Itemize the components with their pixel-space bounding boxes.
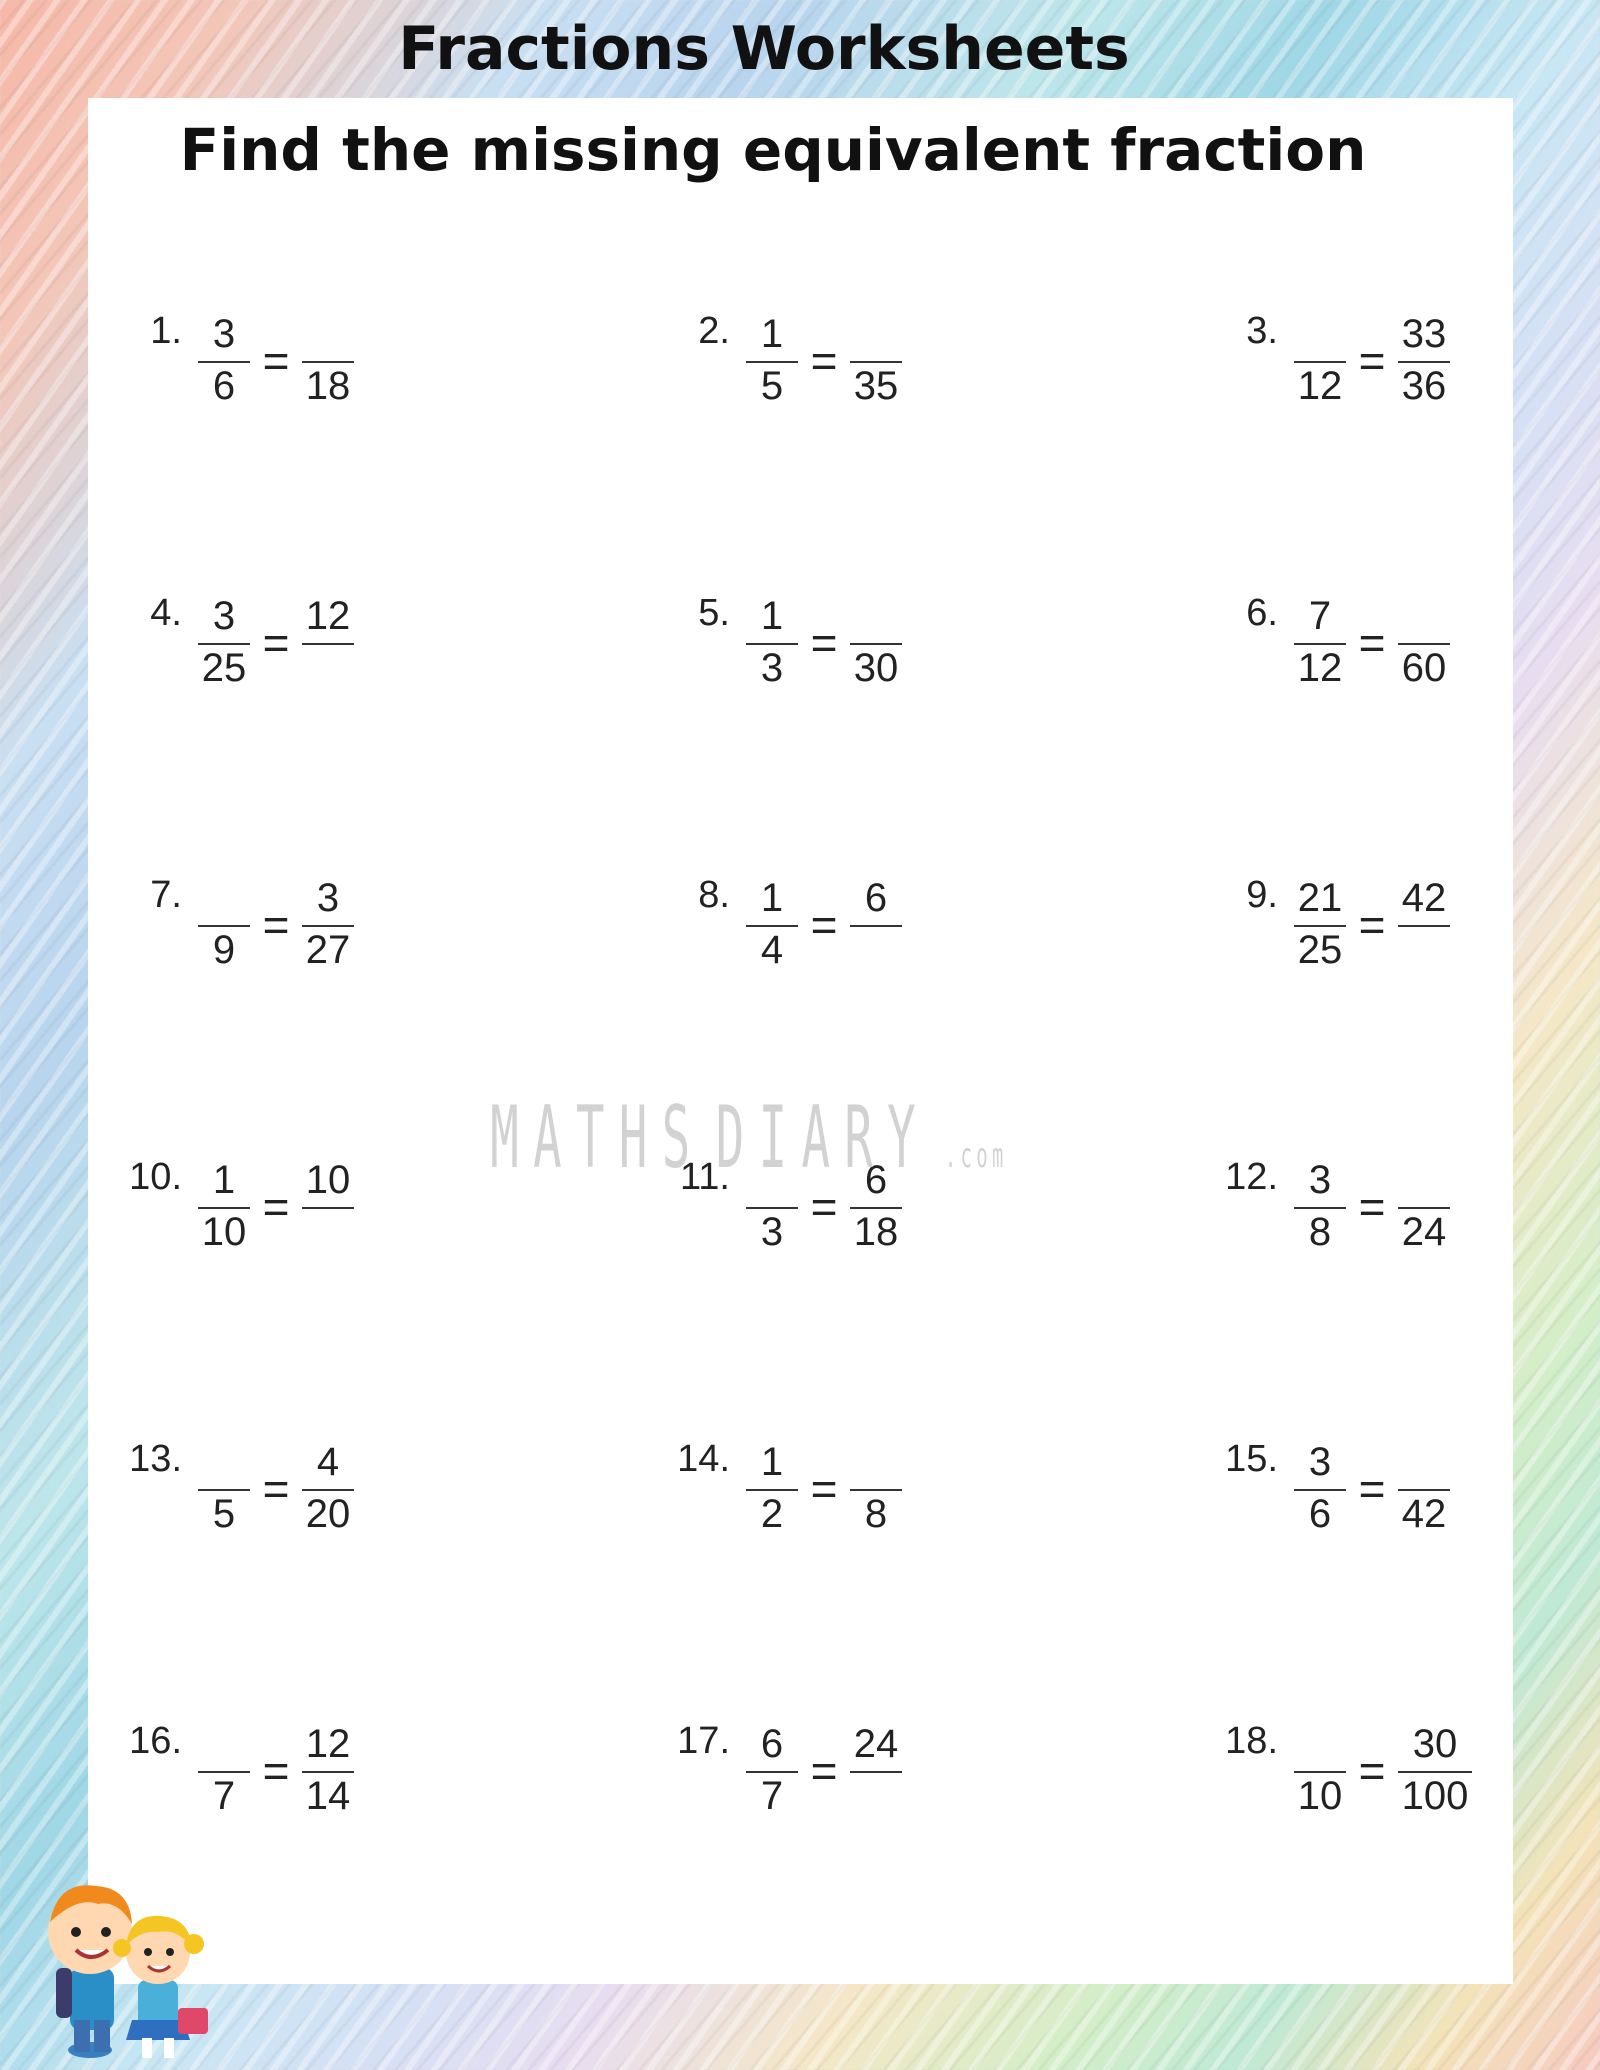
equals-sign: = [1358,899,1386,951]
left-fraction [1294,872,1346,972]
left-denominator: 2 [760,1492,784,1536]
watermark-letter: Y [887,1088,916,1188]
worksheet-instruction: Find the missing equivalent fraction [179,116,1367,184]
fraction-bar [1398,643,1450,645]
watermark-letter: S [661,1088,691,1188]
fraction-bar [746,1207,798,1209]
right-denominator: 30 [853,646,899,690]
fraction-bar [1294,1771,1346,1773]
right-denominator: 18 [853,1210,899,1254]
fraction-bar [746,1771,798,1773]
fraction-bar [1398,1771,1472,1773]
problem-item [118,308,538,418]
problem-item [666,1718,1086,1828]
problem-item [118,872,538,982]
right-numerator [1398,1158,1450,1202]
right-denominator [850,928,902,972]
problem-number: 4. [150,592,182,634]
problem-item [118,1718,538,1828]
problem-number: 6. [1246,592,1278,634]
right-denominator [302,1210,354,1254]
problem-item [666,872,1086,982]
problem-number: 17. [677,1720,730,1762]
fraction-bar [850,643,902,645]
watermark-letter: R [844,1088,873,1188]
right-denominator: 27 [305,928,351,972]
left-numerator: 3 [1308,1158,1332,1202]
fraction-bar [302,1489,354,1491]
right-fraction [850,590,902,690]
problem-item [666,1436,1086,1546]
problem-item [1214,308,1600,418]
problem-number: 10. [129,1156,182,1198]
right-denominator [302,646,354,690]
fraction-bar [1294,643,1346,645]
right-denominator [850,1774,902,1818]
school-kids-illustration-icon [18,1840,243,2065]
watermark-letter: T [576,1088,605,1188]
right-numerator: 12 [305,594,351,638]
problem-number: 14. [677,1438,730,1480]
equals-sign: = [810,899,838,951]
left-denominator: 10 [201,1210,247,1254]
fraction-bar [1294,1489,1346,1491]
right-fraction [1398,1154,1450,1254]
left-numerator [198,876,250,920]
right-fraction [1398,1718,1472,1818]
fraction-bar [302,925,354,927]
left-numerator: 6 [760,1722,784,1766]
fraction-bar [850,361,902,363]
left-fraction [198,590,250,690]
fraction-bar [746,1489,798,1491]
problem-item [118,1154,538,1264]
right-numerator: 3 [316,876,340,920]
right-denominator: 14 [305,1774,351,1818]
right-fraction [302,872,354,972]
worksheet-panel [88,98,1513,1984]
problem-number: 13. [129,1438,182,1480]
right-numerator [1398,1440,1450,1484]
fraction-bar [1294,925,1346,927]
problem-item [118,590,538,700]
left-numerator: 3 [212,312,236,356]
fraction-bar [850,1207,902,1209]
left-numerator: 7 [1308,594,1332,638]
right-fraction [302,308,354,408]
fraction-bar [302,1771,354,1773]
left-denominator: 3 [760,1210,784,1254]
fraction-bar [1294,361,1346,363]
watermark-letter: A [801,1088,830,1188]
left-numerator [1294,312,1346,356]
right-fraction [302,590,354,690]
equals-sign: = [262,617,290,669]
boy-backpack [56,1968,72,2018]
problem-item [1214,1436,1600,1546]
fraction-bar [1294,1207,1346,1209]
right-fraction [1398,308,1450,408]
problem-item [1214,872,1600,982]
right-numerator: 30 [1412,1722,1458,1766]
left-numerator: 3 [212,594,236,638]
left-fraction [746,1436,798,1536]
problem-number: 15. [1225,1438,1278,1480]
right-numerator [850,1440,902,1484]
left-denominator: 9 [212,928,236,972]
left-fraction [746,872,798,972]
equals-sign: = [810,617,838,669]
right-fraction [302,1718,354,1818]
problem-number: 7. [150,874,182,916]
left-numerator [198,1722,250,1766]
right-denominator: 18 [305,364,351,408]
left-numerator: 1 [760,312,784,356]
right-numerator [850,312,902,356]
problem-number: 5. [698,592,730,634]
right-denominator: 60 [1401,646,1447,690]
right-fraction [1398,872,1450,972]
problem-item [1214,1154,1600,1264]
right-numerator: 6 [864,876,888,920]
right-denominator: 24 [1401,1210,1447,1254]
problem-number: 8. [698,874,730,916]
left-fraction [198,1718,250,1818]
problem-number: 3. [1246,310,1278,352]
left-denominator: 12 [1297,646,1343,690]
equals-sign: = [1358,1463,1386,1515]
right-denominator: 100 [1401,1774,1469,1818]
problem-number: 1. [150,310,182,352]
equals-sign: = [810,1745,838,1797]
equals-sign: = [262,1181,290,1233]
left-denominator: 25 [201,646,247,690]
left-numerator: 1 [760,1440,784,1484]
fraction-bar [850,1489,902,1491]
fraction-bar [1398,1207,1450,1209]
right-fraction [850,872,902,972]
equals-sign: = [1358,1181,1386,1233]
equals-sign: = [262,899,290,951]
left-numerator: 1 [760,876,784,920]
problem-number: 12. [1225,1156,1278,1198]
right-numerator: 10 [305,1158,351,1202]
left-fraction [746,308,798,408]
left-denominator: 10 [1297,1774,1343,1818]
problem-item [118,1436,538,1546]
fraction-bar [746,925,798,927]
right-denominator: 42 [1401,1492,1447,1536]
watermark-letter: I [758,1088,788,1188]
equals-sign: = [262,1463,290,1515]
right-denominator: 20 [305,1492,351,1536]
left-fraction [1294,1436,1346,1536]
right-denominator: 35 [853,364,899,408]
watermark-letter: M [490,1088,519,1188]
equals-sign: = [1358,1745,1386,1797]
right-numerator [1398,594,1450,638]
right-denominator [1398,928,1450,972]
problem-number: 16. [129,1720,182,1762]
equals-sign: = [1358,335,1386,387]
equals-sign: = [810,1181,838,1233]
equals-sign: = [1358,617,1386,669]
equals-sign: = [810,1463,838,1515]
fraction-bar [1398,925,1450,927]
fraction-bar [302,361,354,363]
fraction-bar [746,643,798,645]
left-numerator: 21 [1297,876,1343,920]
left-denominator: 25 [1297,928,1343,972]
watermark-suffix: .com [945,1136,1008,1176]
left-denominator: 6 [1308,1492,1332,1536]
worksheet-title: Fractions Worksheets [398,14,1130,84]
right-fraction [850,1718,902,1818]
right-numerator: 33 [1401,312,1447,356]
fraction-bar [302,643,354,645]
problem-item [666,308,1086,418]
left-numerator: 1 [212,1158,236,1202]
left-denominator: 3 [760,646,784,690]
watermark-letter: A [533,1088,562,1188]
watermark-letters [483,1088,923,1188]
fraction-bar [198,1207,250,1209]
right-numerator: 42 [1401,876,1447,920]
left-fraction [198,1154,250,1254]
right-fraction [850,1436,902,1536]
right-numerator: 12 [305,1722,351,1766]
right-numerator: 4 [316,1440,340,1484]
fraction-bar [850,1771,902,1773]
right-fraction [302,1436,354,1536]
right-fraction [850,308,902,408]
right-numerator: 24 [853,1722,899,1766]
fraction-bar [850,925,902,927]
problem-number: 18. [1225,1720,1278,1762]
problem-number: 9. [1246,874,1278,916]
equals-sign: = [262,1745,290,1797]
left-denominator: 4 [760,928,784,972]
fraction-bar [746,361,798,363]
left-fraction [1294,1154,1346,1254]
left-denominator: 12 [1297,364,1343,408]
right-fraction [1398,1436,1450,1536]
right-fraction [302,1154,354,1254]
left-denominator: 5 [760,364,784,408]
problem-item [666,590,1086,700]
left-numerator: 3 [1308,1440,1332,1484]
fraction-bar [198,1771,250,1773]
right-denominator: 8 [864,1492,888,1536]
left-denominator: 7 [212,1774,236,1818]
left-denominator: 7 [760,1774,784,1818]
watermark [483,1088,1008,1188]
fraction-bar [1398,361,1450,363]
left-fraction [198,1436,250,1536]
watermark-letter: H [618,1088,648,1188]
right-numerator [850,594,902,638]
right-numerator [302,312,354,356]
fraction-bar [1398,1489,1450,1491]
left-fraction [198,308,250,408]
equals-sign: = [810,335,838,387]
right-fraction [1398,590,1450,690]
left-numerator [1294,1722,1346,1766]
left-denominator: 8 [1308,1210,1332,1254]
left-numerator: 1 [760,594,784,638]
left-fraction [746,1718,798,1818]
right-numerator: 6 [864,1158,888,1202]
problem-number: 11. [679,1156,730,1198]
watermark-letter: D [715,1088,745,1188]
left-denominator: 6 [212,364,236,408]
left-fraction [1294,590,1346,690]
left-denominator: 5 [212,1492,236,1536]
left-fraction [198,872,250,972]
left-fraction [1294,308,1346,408]
problem-number: 2. [698,310,730,352]
right-denominator: 36 [1401,364,1447,408]
left-fraction [746,590,798,690]
girl-bag [178,2008,208,2034]
fraction-bar [198,361,250,363]
fraction-bar [302,1207,354,1209]
fraction-bar [198,1489,250,1491]
fraction-bar [198,643,250,645]
problem-item [1214,590,1600,700]
left-fraction [1294,1718,1346,1818]
problem-item [1214,1718,1600,1828]
fraction-bar [198,925,250,927]
left-numerator [198,1440,250,1484]
equals-sign: = [262,335,290,387]
